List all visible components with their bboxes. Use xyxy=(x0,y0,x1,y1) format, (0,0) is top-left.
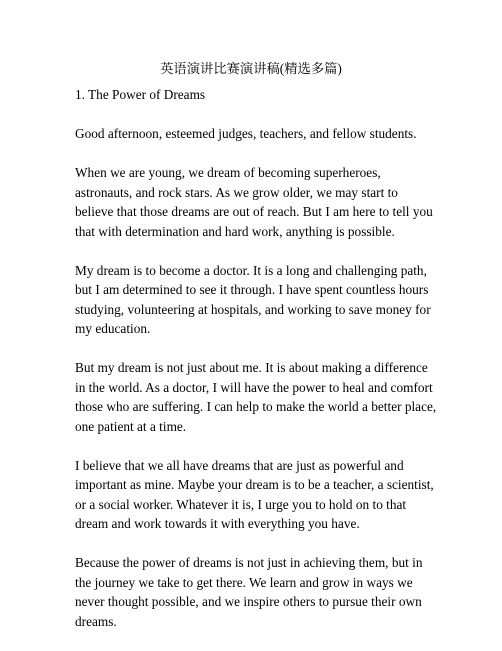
paragraph-doctor-dream: My dream is to become a doctor. It is a long and challenging path, but I am determined to see it through. I have spent countless hours studying, volunteering at hospitals, and working to save money for my education. xyxy=(75,262,431,336)
paragraph-making-difference: But my dream is not just about me. It is about making a difference in the world. As a doctor, I will have the power to heal and comfort those who are suffering. I can help to make the world a better place, one patient at a time. xyxy=(75,360,437,434)
paragraph-childhood-dreams: When we are young, we dream of becoming superheroes, astronauts, and rock stars. As we grow older, we may start to believe that those dreams are out of reach. But I am here to tell you that with determination and hard work, anything is possible. xyxy=(75,165,433,239)
paragraph-greeting: Good afternoon, esteemed judges, teachers, and fellow students. xyxy=(75,126,417,141)
section-heading: 1. The Power of Dreams xyxy=(75,87,206,102)
paragraph-everyone-dreams: I believe that we all have dreams that are just as powerful and important as mine. Maybe your dream is to be a teacher, a scientist, or a social worker. Whatever it is, I urge you to hold on to that dream and work towards it with everything you have. xyxy=(75,457,434,531)
paragraph-journey: Because the power of dreams is not just in achieving them, but in the journey we take to get there. We learn and grow in ways we never thought possible, and we inspire others to pursue their own dreams. xyxy=(75,555,423,629)
document-title: 英语演讲比赛演讲稿(精选多篇) xyxy=(160,61,342,76)
document-body xyxy=(75,85,437,651)
